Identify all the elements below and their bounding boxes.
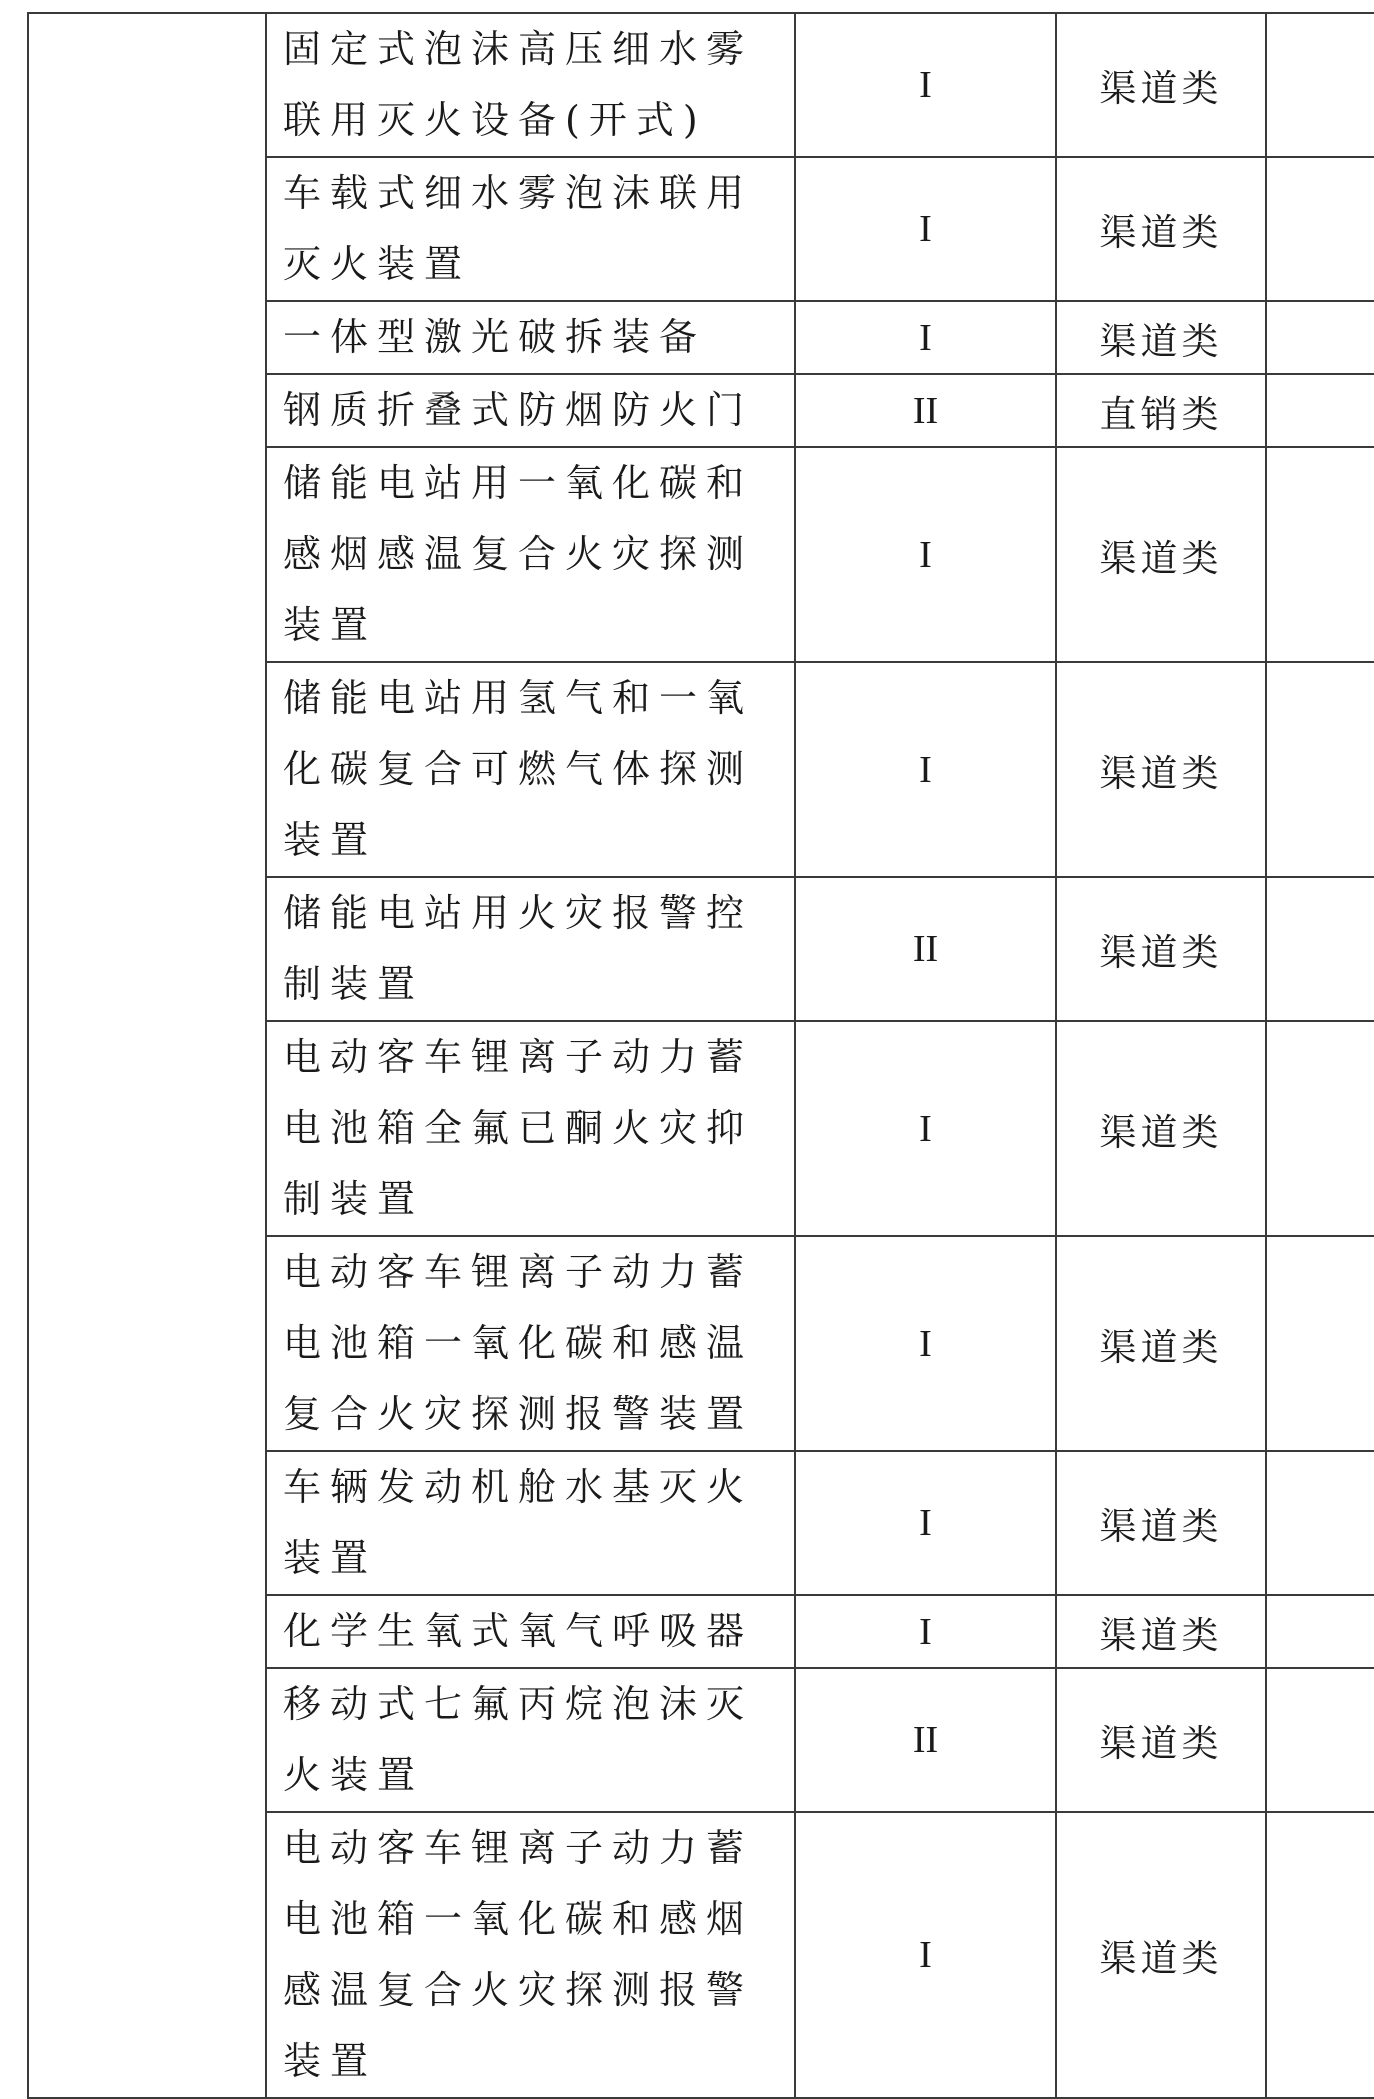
grade-value: I	[919, 316, 932, 359]
grade-value: II	[912, 389, 939, 432]
remark-cell	[1266, 1812, 1374, 2098]
remark-cell	[1266, 662, 1374, 877]
remark-cell	[1266, 13, 1374, 157]
product-name-cell	[266, 1595, 795, 1668]
product-name-cell	[266, 1236, 795, 1451]
grade-value: I	[919, 1322, 932, 1365]
product-name-cell	[266, 1451, 795, 1595]
channel-cell	[1056, 1668, 1266, 1812]
grade-value: I	[919, 1934, 932, 1976]
grade-value: I	[919, 1502, 932, 1544]
channel-cell	[1056, 1595, 1266, 1668]
product-name: 固定式泡沫高压细水雾联用灭火设备(开式)	[283, 27, 754, 142]
grade-value: II	[912, 1719, 939, 1761]
product-name-cell	[266, 1021, 795, 1236]
product-name-cell	[266, 877, 795, 1021]
product-table	[27, 12, 1374, 2099]
remark-cell	[1266, 301, 1374, 374]
product-name-cell	[266, 374, 795, 447]
product-name: 储能电站用火灾报警控制装置	[283, 891, 754, 1006]
channel-cell	[1056, 877, 1266, 1021]
channel-cell	[1056, 157, 1266, 301]
channel-cell	[1056, 301, 1266, 374]
product-name: 一体型激光破拆装备	[283, 315, 707, 359]
product-name: 车辆发动机舱水基灭火装置	[283, 1465, 754, 1580]
grade-value: I	[919, 208, 932, 250]
channel-value: 渠道类	[1099, 211, 1223, 254]
grade-cell	[795, 1595, 1056, 1668]
product-name: 电动客车锂离子动力蓄电池箱全氟已酮火灾抑制装置	[283, 1035, 754, 1221]
channel-value: 渠道类	[1099, 1325, 1223, 1369]
grade-cell	[795, 301, 1056, 374]
grade-value: I	[919, 748, 932, 791]
grade-cell	[795, 157, 1056, 301]
grade-cell	[795, 13, 1056, 157]
channel-cell	[1056, 1451, 1266, 1595]
grade-value: I	[919, 1107, 932, 1150]
grade-cell	[795, 1668, 1056, 1812]
channel-cell	[1056, 662, 1266, 877]
grade-value: I	[919, 533, 932, 576]
product-name: 储能电站用氢气和一氧化碳复合可燃气体探测装置	[283, 676, 754, 862]
remark-cell	[1266, 1451, 1374, 1595]
table-row	[28, 13, 1374, 157]
channel-value: 渠道类	[1099, 1722, 1223, 1765]
grade-cell	[795, 662, 1056, 877]
product-name-cell	[266, 447, 795, 662]
grade-cell	[795, 877, 1056, 1021]
grade-cell	[795, 374, 1056, 447]
channel-value: 渠道类	[1099, 536, 1223, 580]
product-name: 车载式细水雾泡沫联用灭火装置	[283, 171, 754, 286]
channel-value: 渠道类	[1099, 751, 1223, 795]
product-name-cell	[266, 157, 795, 301]
category-cell	[28, 13, 266, 2098]
channel-cell	[1056, 374, 1266, 447]
channel-cell	[1056, 13, 1266, 157]
channel-cell	[1056, 1021, 1266, 1236]
remark-cell	[1266, 157, 1374, 301]
channel-value: 渠道类	[1099, 1613, 1223, 1657]
product-name-cell	[266, 1812, 795, 2098]
channel-cell	[1056, 1236, 1266, 1451]
remark-cell	[1266, 447, 1374, 662]
channel-value: 渠道类	[1099, 319, 1223, 363]
channel-value: 渠道类	[1099, 67, 1223, 110]
grade-cell	[795, 1812, 1056, 2098]
channel-value: 渠道类	[1099, 1937, 1223, 1980]
product-name-cell	[266, 13, 795, 157]
product-name: 储能电站用一氧化碳和感烟感温复合火灾探测装置	[283, 461, 754, 647]
remark-cell	[1266, 374, 1374, 447]
grade-value: I	[919, 1610, 932, 1653]
grade-cell	[795, 1451, 1056, 1595]
grade-value: II	[912, 928, 939, 970]
channel-value: 渠道类	[1099, 1110, 1223, 1154]
product-name: 电动客车锂离子动力蓄电池箱一氧化碳和感烟感温复合火灾探测报警装置	[283, 1826, 754, 2083]
product-name-cell	[266, 1668, 795, 1812]
product-name: 移动式七氟丙烷泡沫灭火装置	[283, 1682, 754, 1797]
channel-value: 直销类	[1099, 392, 1223, 436]
remark-cell	[1266, 1236, 1374, 1451]
channel-cell	[1056, 1812, 1266, 2098]
product-name-cell	[266, 301, 795, 374]
product-name-cell	[266, 662, 795, 877]
grade-cell	[795, 1021, 1056, 1236]
remark-cell	[1266, 1668, 1374, 1812]
remark-cell	[1266, 1021, 1374, 1236]
channel-value: 渠道类	[1099, 1505, 1223, 1548]
remark-cell	[1266, 877, 1374, 1021]
grade-cell	[795, 1236, 1056, 1451]
remark-cell	[1266, 1595, 1374, 1668]
product-name: 电动客车锂离子动力蓄电池箱一氧化碳和感温复合火灾探测报警装置	[283, 1250, 754, 1436]
product-name: 钢质折叠式防烟防火门	[283, 388, 754, 432]
product-name: 化学生氧式氧气呼吸器	[283, 1609, 754, 1653]
grade-value: I	[919, 64, 932, 106]
channel-value: 渠道类	[1099, 931, 1223, 974]
grade-cell	[795, 447, 1056, 662]
channel-cell	[1056, 447, 1266, 662]
